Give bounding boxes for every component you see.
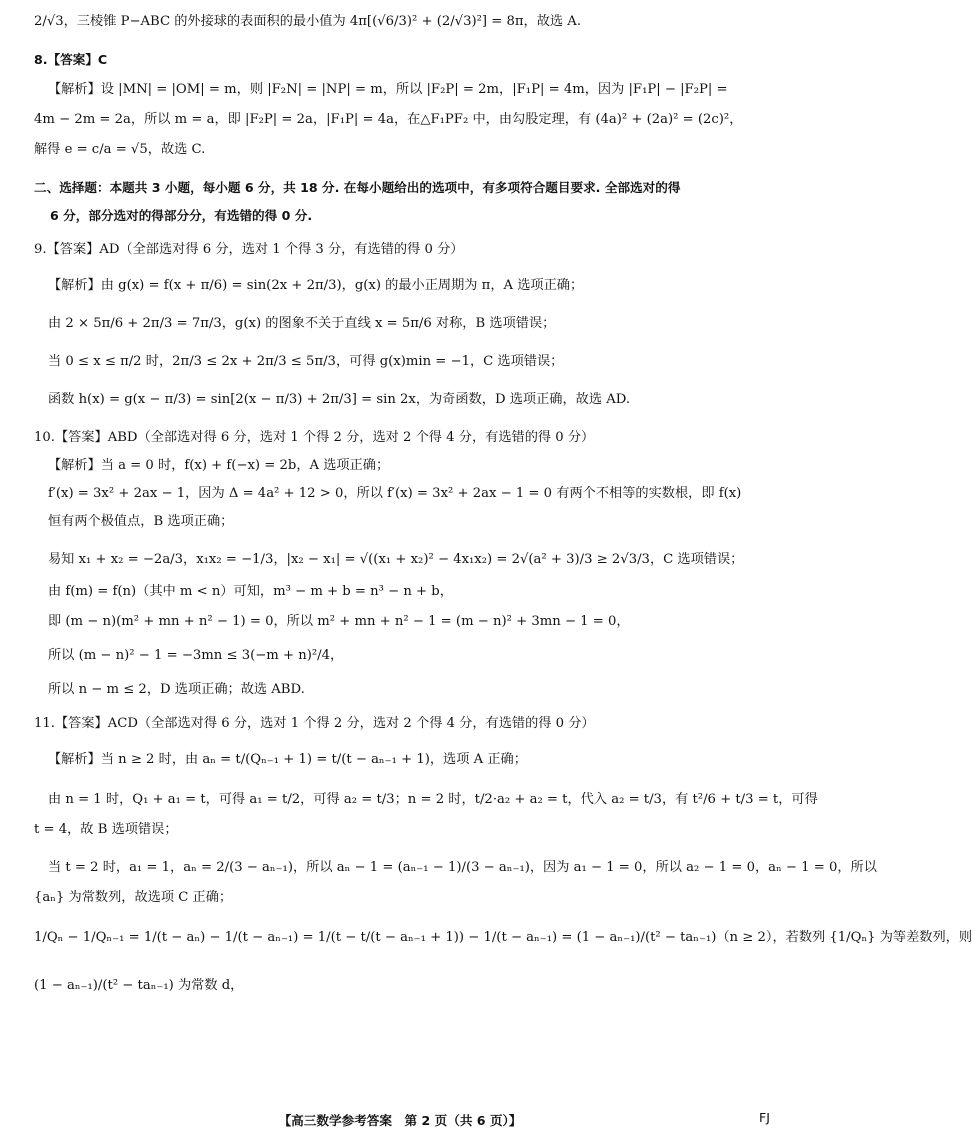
text-line: 由 n = 1 时，Q₁ + a₁ = t，可得 a₁ = t/2，可得 a₂ = t/3；n = 2 时，t/2·a₂ + a₂ = t，代入 a₂ = t/3，有 t²/6 + t/3 = t，可得 [48,792,818,807]
text-line: (1 − aₙ₋₁)/(t² − taₙ₋₁) 为常数 d， [34,978,244,993]
text-line: t = 4，故 B 选项错误； [34,822,178,837]
text-line: f′(x) = 3x² + 2ax − 1，因为 Δ = 4a² + 12 > 0，所以 f′(x) = 3x² + 2ax − 1 = 0 有两个不相等的实数根，即 f(x) [48,486,742,501]
answer-heading: 11.【答案】ACD（全部选对得 6 分，选对 1 个得 2 分，选对 2 个得 4 分，有选错的得 0 分） [34,716,595,731]
text-line: 恒有两个极值点，B 选项正确； [48,514,234,529]
text-line: 2/√3，三棱锥 P−ABC 的外接球的表面积的最小值为 4π[(√6/3)² + (2/√3)²] = 8π，故选 A. [34,14,582,29]
text-line: 【解析】由 g(x) = f(x + π/6) = sin(2x + 2π/3)，g(x) 的最小正周期为 π，A 选项正确； [48,278,584,293]
text-line: 解得 e = c/a = √5，故选 C. [34,142,206,157]
text-line: 所以 (m − n)² − 1 = −3mn ≤ 3(−m + n)²/4， [48,648,344,663]
text-line: 函数 h(x) = g(x − π/3) = sin[2(x − π/3) + 2π/3] = sin 2x，为奇函数，D 选项正确，故选 AD. [48,392,631,407]
text-line: 1/Qₙ − 1/Qₙ₋₁ = 1/(t − aₙ) − 1/(t − aₙ₋₁) = 1/(t − t/(t − aₙ₋₁ + 1)) − 1/(t − aₙ₋₁) = (1 − aₙ₋₁)/(t² − taₙ₋₁)（n ≥ 2），若数列 {1/Qₙ} 为等差数列，则 [34,930,972,945]
answer-heading: 8.【答案】C [34,52,108,67]
text-line: 易知 x₁ + x₂ = −2a/3，x₁x₂ = −1/3，|x₂ − x₁| = √((x₁ + x₂)² − 4x₁x₂) = 2√(a² + 3)/3 ≥ 2√3/3，C 选项错误； [48,552,744,567]
text-line: 【解析】当 n ≥ 2 时，由 aₙ = t/(Qₙ₋₁ + 1) = t/(t − aₙ₋₁ + 1)，选项 A 正确； [48,752,527,767]
text-line: 【解析】设 |MN| = |OM| = m，则 |F₂N| = |NP| = m，所以 |F₂P| = 2m，|F₁P| = 4m，因为 |F₁P| − |F₂P| = [48,82,728,97]
footer-code: FJ [759,1110,770,1125]
answer-heading: 9.【答案】AD（全部选对得 6 分，选对 1 个得 3 分，有选错的得 0 分） [34,242,464,257]
text-line: 4m − 2m = 2a，所以 m = a，即 |F₂P| = 2a，|F₁P| = 4a，在△F₁PF₂ 中，由勾股定理，有 (4a)² + (2a)² = (2c)²， [34,112,743,127]
answer-heading: 10.【答案】ABD（全部选对得 6 分，选对 1 个得 2 分，选对 2 个得 4 分，有选错的得 0 分） [34,430,595,445]
text-line: 【解析】当 a = 0 时，f(x) + f(−x) = 2b，A 选项正确； [48,458,390,473]
text-line: 由 f(m) = f(n)（其中 m < n）可知，m³ − m + b = n³ − n + b， [48,584,453,599]
text-line: 由 2 × 5π/6 + 2π/3 = 7π/3，g(x) 的图象不关于直线 x = 5π/6 对称，B 选项错误； [48,316,556,331]
section-heading: 二、选择题：本题共 3 小题，每小题 6 分，共 18 分. 在每小题给出的选项中，有多项符合题目要求. 全部选对的得 [34,180,681,195]
page-footer: 【高三数学参考答案 第 2 页（共 6 页）】 [278,1113,522,1128]
text-line: 当 t = 2 时，a₁ = 1，aₙ = 2/(3 − aₙ₋₁)，所以 aₙ − 1 = (aₙ₋₁ − 1)/(3 − aₙ₋₁)，因为 a₁ − 1 = 0，所以 a₂ − 1 = 0，aₙ − 1 = 0，所以 [48,860,877,875]
text-line: 当 0 ≤ x ≤ π/2 时，2π/3 ≤ 2x + 2π/3 ≤ 5π/3，可得 g(x)min = −1，C 选项错误； [48,354,564,369]
text-line: {aₙ} 为常数列，故选项 C 正确； [34,890,233,905]
text-line: 所以 n − m ≤ 2，D 选项正确；故选 ABD. [48,682,305,697]
section-heading-cont: 6 分，部分选对的得部分分，有选错的得 0 分. [50,208,313,223]
text-line: 即 (m − n)(m² + mn + n² − 1) = 0，所以 m² + mn + n² − 1 = (m − n)² + 3mn − 1 = 0， [48,614,630,629]
